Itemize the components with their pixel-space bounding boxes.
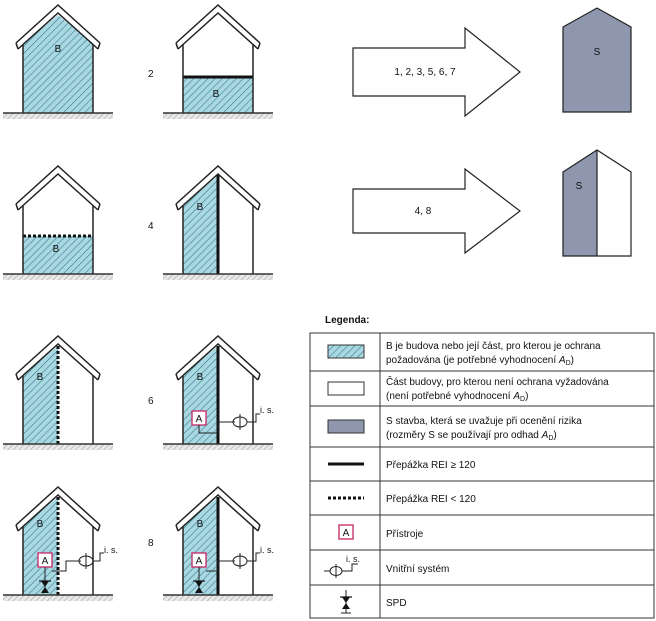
legend-item-6: Přístroje [386,529,424,540]
case-number-2: 2 [148,69,154,80]
house-6-label-b: B [196,372,204,383]
house-8-device-spd [163,487,274,601]
house-3-label-b: B [52,244,60,255]
structure-s-label-top: S [593,47,601,58]
house-1-label-b: B [54,44,62,55]
legend-item-1-line2: požadována (je potřebné vyhodnocení $A_D$) [386,355,574,367]
case-number-6: 6 [148,396,154,407]
device-a-label-8: A [195,556,203,567]
house-2-label-b: B [212,89,220,100]
house-5-label-b: B [36,372,44,383]
house-4-left-b [163,166,273,280]
legend-item-2-line2: (není potřebné vyhodnocení $A_D$) [386,391,529,403]
legend-swatch-hatched [328,345,364,358]
legend-item-2: Část budovy, pro kterou není ochrana vyžadována [386,377,609,388]
device-a-label: A [195,414,203,425]
internal-system-label-7: i. s. [104,545,119,555]
case-number-8: 8 [148,538,154,549]
legend-item-1: B je budova nebo její část, pro kterou je ochrana [386,341,601,352]
legend-item-5: Přepážka REI < 120 [386,494,476,505]
legend-item-4: Přepážka REI ≥ 120 [386,460,476,471]
house-5-left-b-dotted [3,336,113,450]
house-2-lower-b [163,5,273,119]
house-3-lower-b-dotted [3,166,113,280]
house-8-label-b: B [196,519,204,530]
device-a-label-7: A [41,556,49,567]
legend-item-7: Vnitřní systém [386,564,450,575]
internal-system-label: i. s. [260,405,275,415]
structure-s-full [563,8,631,112]
structure-s-label-middle: S [575,181,583,192]
house-1-full-b [3,5,113,119]
arrow-middle [353,169,520,253]
legend-swatch-s [328,420,364,433]
arrow-top [353,28,520,116]
arrow-middle-label: 4, 8 [414,206,432,217]
structure-s-half [563,150,631,256]
legend-device-letter: A [342,528,350,539]
house-6-device-system [163,336,274,450]
legend-title: Legenda: [325,315,370,326]
legend-item-3: S stavba, která se uvažuje při ocenění rizika [386,416,582,427]
svg-text:i. s.: i. s. [346,554,361,564]
house-4-label-b: B [196,202,204,213]
legend-swatch-white [328,382,364,395]
arrow-top-label: 1, 2, 3, 5, 6, 7 [394,67,456,78]
legend-table [310,333,654,618]
legend-item-8: SPD [386,598,407,609]
internal-system-label-8: i. s. [260,545,275,555]
house-7-device-spd-dotted [3,487,118,601]
legend-item-3-line2: (rozměry S se používají pro odhad $A_D$) [386,430,557,442]
house-7-label-b: B [36,519,44,530]
case-number-4: 4 [148,221,154,232]
